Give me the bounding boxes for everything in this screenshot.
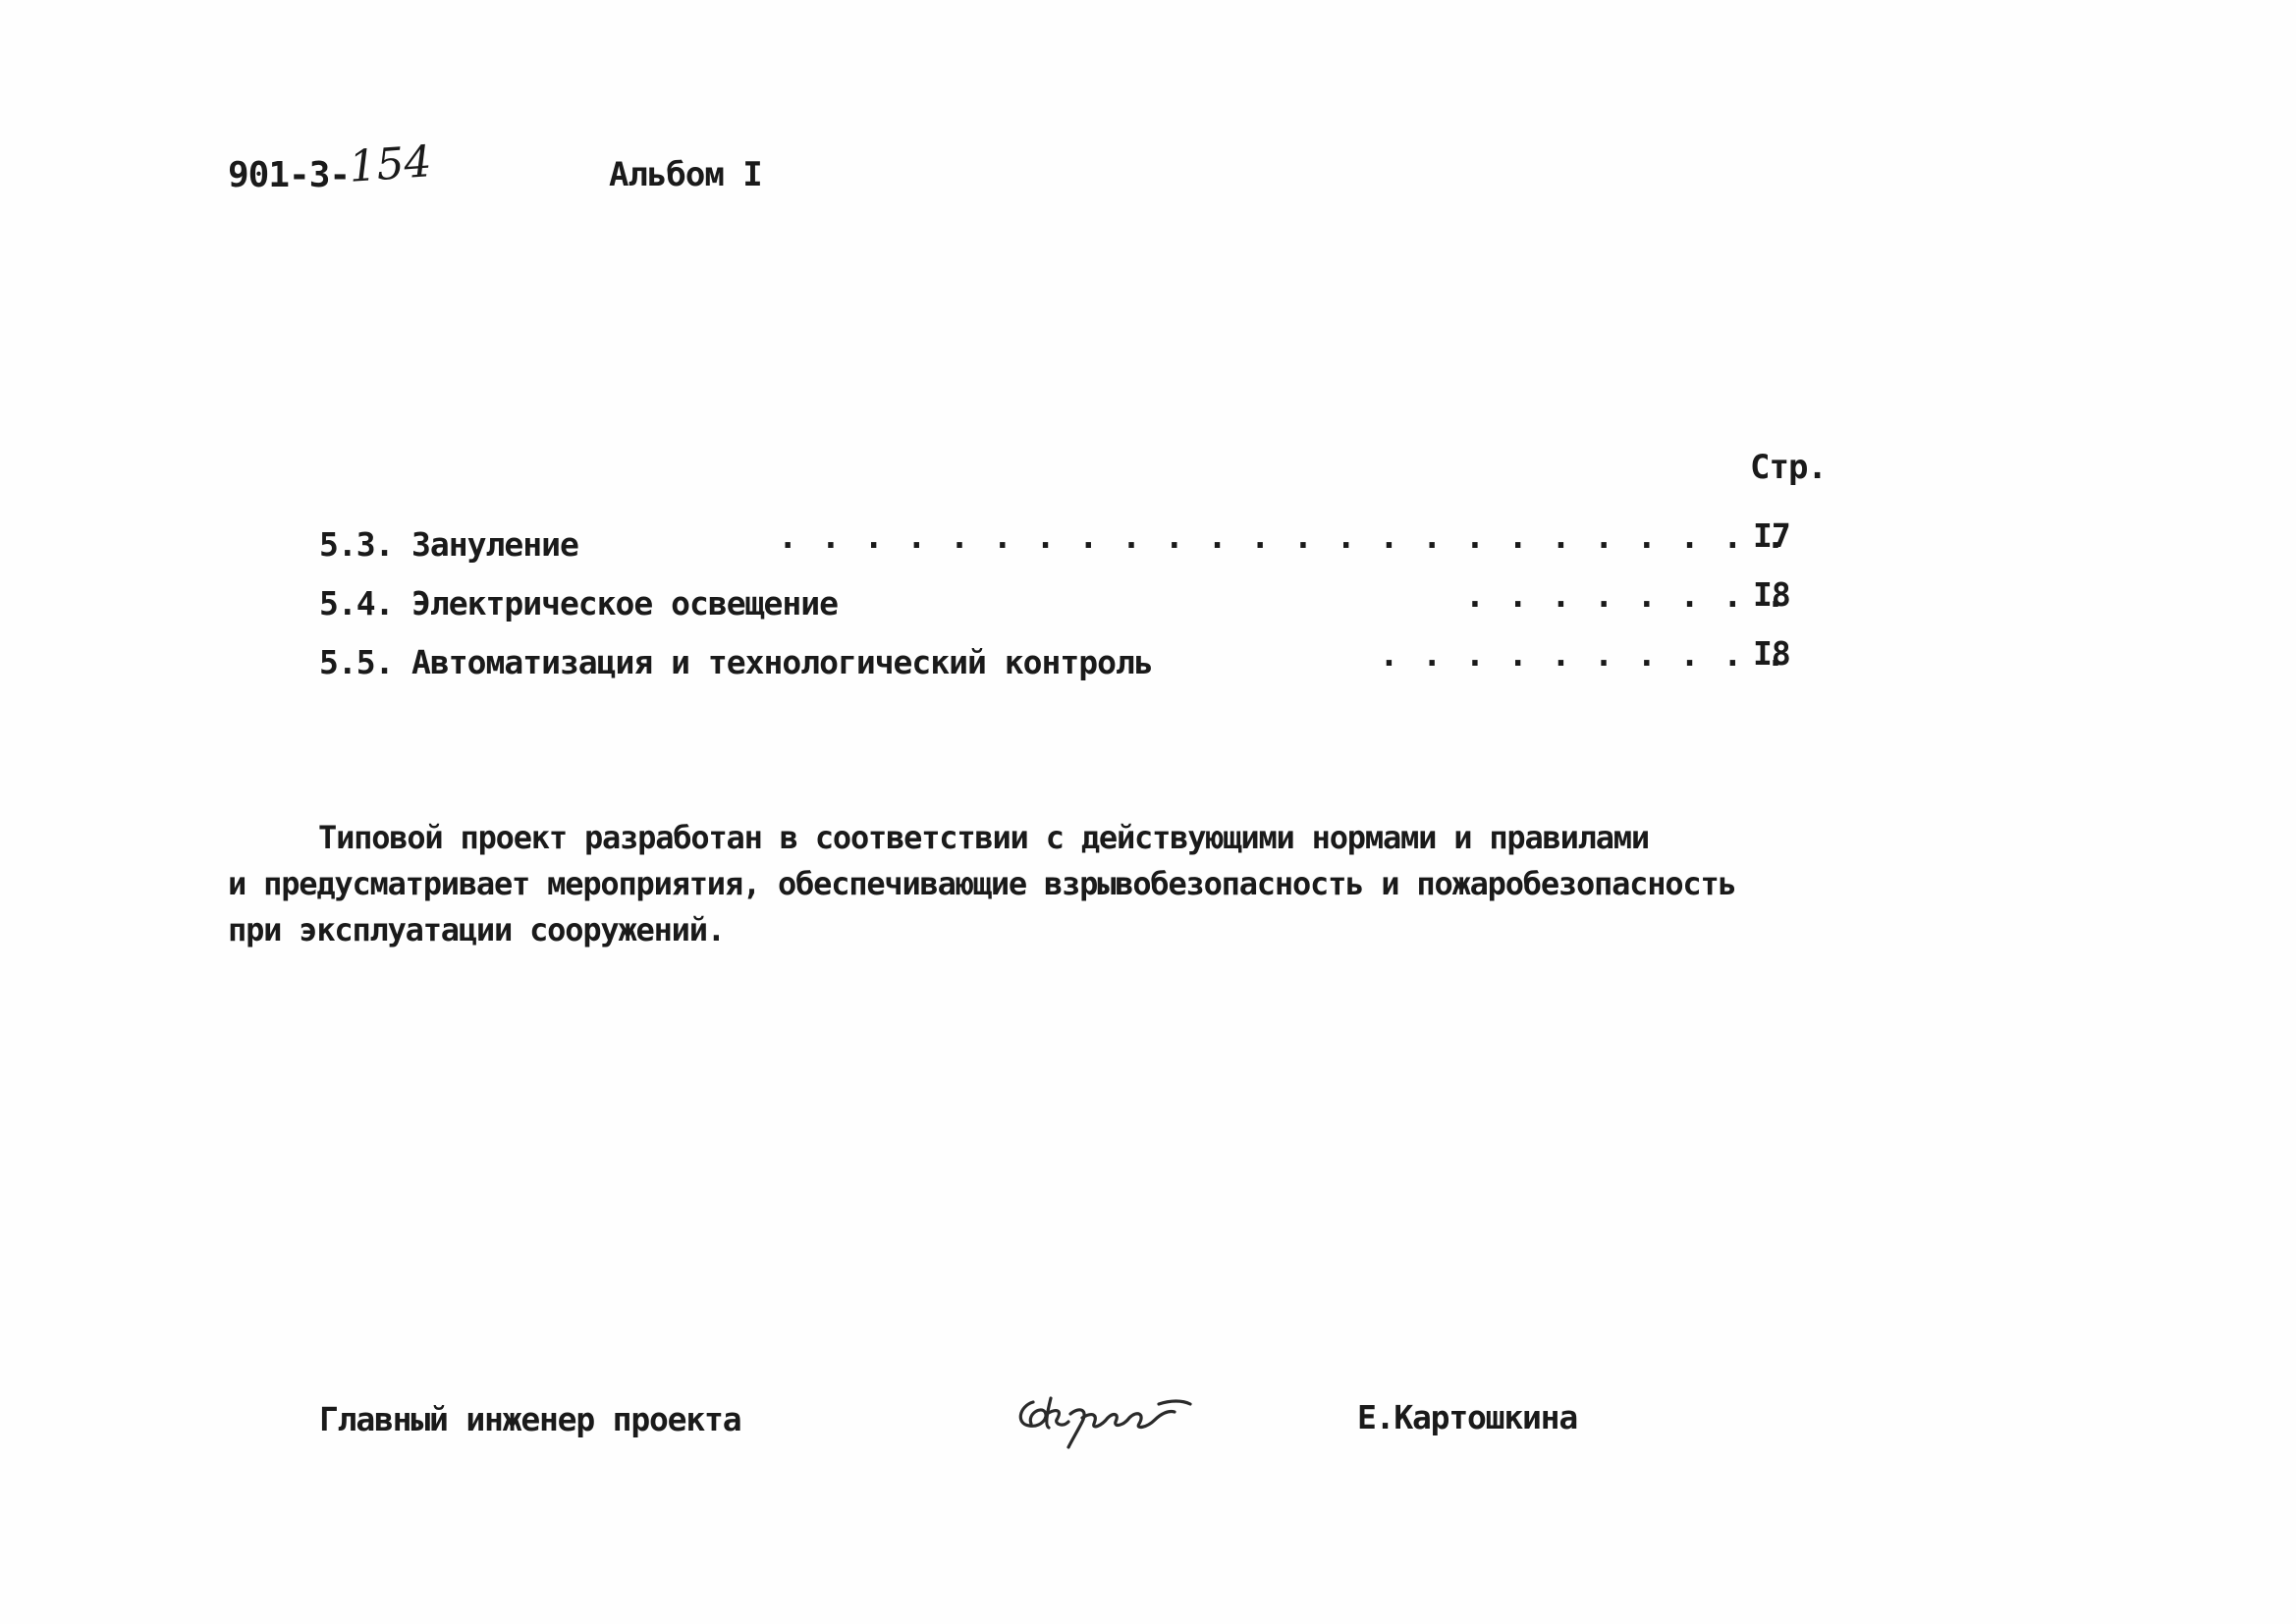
toc-leader-dots — [851, 575, 1787, 615]
toc-item-number: 5.4. — [319, 584, 394, 623]
signer-role: Главный инженер проекта — [319, 1400, 741, 1438]
toc-leader-dots — [592, 516, 1787, 556]
toc-leader-dots — [1167, 634, 1787, 674]
toc-item — [319, 516, 1790, 564]
toc-item-page: I8 — [1753, 575, 1790, 614]
handwritten-signature — [1011, 1375, 1198, 1453]
page-column-label: Стр. — [1750, 448, 1827, 487]
album-label: Альбом I — [609, 155, 762, 194]
toc-item — [319, 634, 1790, 681]
statement-line: и предусматривает мероприятия, обеспечивающие взрывобезопасность и пожаробезопасность — [228, 865, 1736, 902]
toc-item-page: I8 — [1753, 634, 1790, 673]
document-code — [228, 136, 434, 197]
toc-item-title: Автоматизация и технологический контроль — [411, 643, 1153, 681]
compliance-statement — [228, 815, 1799, 953]
toc-item-number: 5.5. — [319, 643, 394, 681]
toc-item — [319, 575, 1790, 623]
document-code-number: 154 — [347, 136, 434, 192]
toc-item-title: Зануление — [411, 525, 578, 564]
toc-item-title: Электрическое освещение — [411, 584, 838, 623]
toc-item-page: I7 — [1753, 516, 1790, 555]
statement-line: Типовой проект разработан в соответствии с действующими нормами и правилами — [318, 819, 1649, 856]
statement-line: при эксплуатации сооружений. — [228, 911, 725, 948]
toc-item-number: 5.3. — [319, 525, 394, 564]
document-code-prefix: 901-3- — [228, 155, 351, 195]
signer-name: Е.Картошкина — [1357, 1398, 1578, 1436]
